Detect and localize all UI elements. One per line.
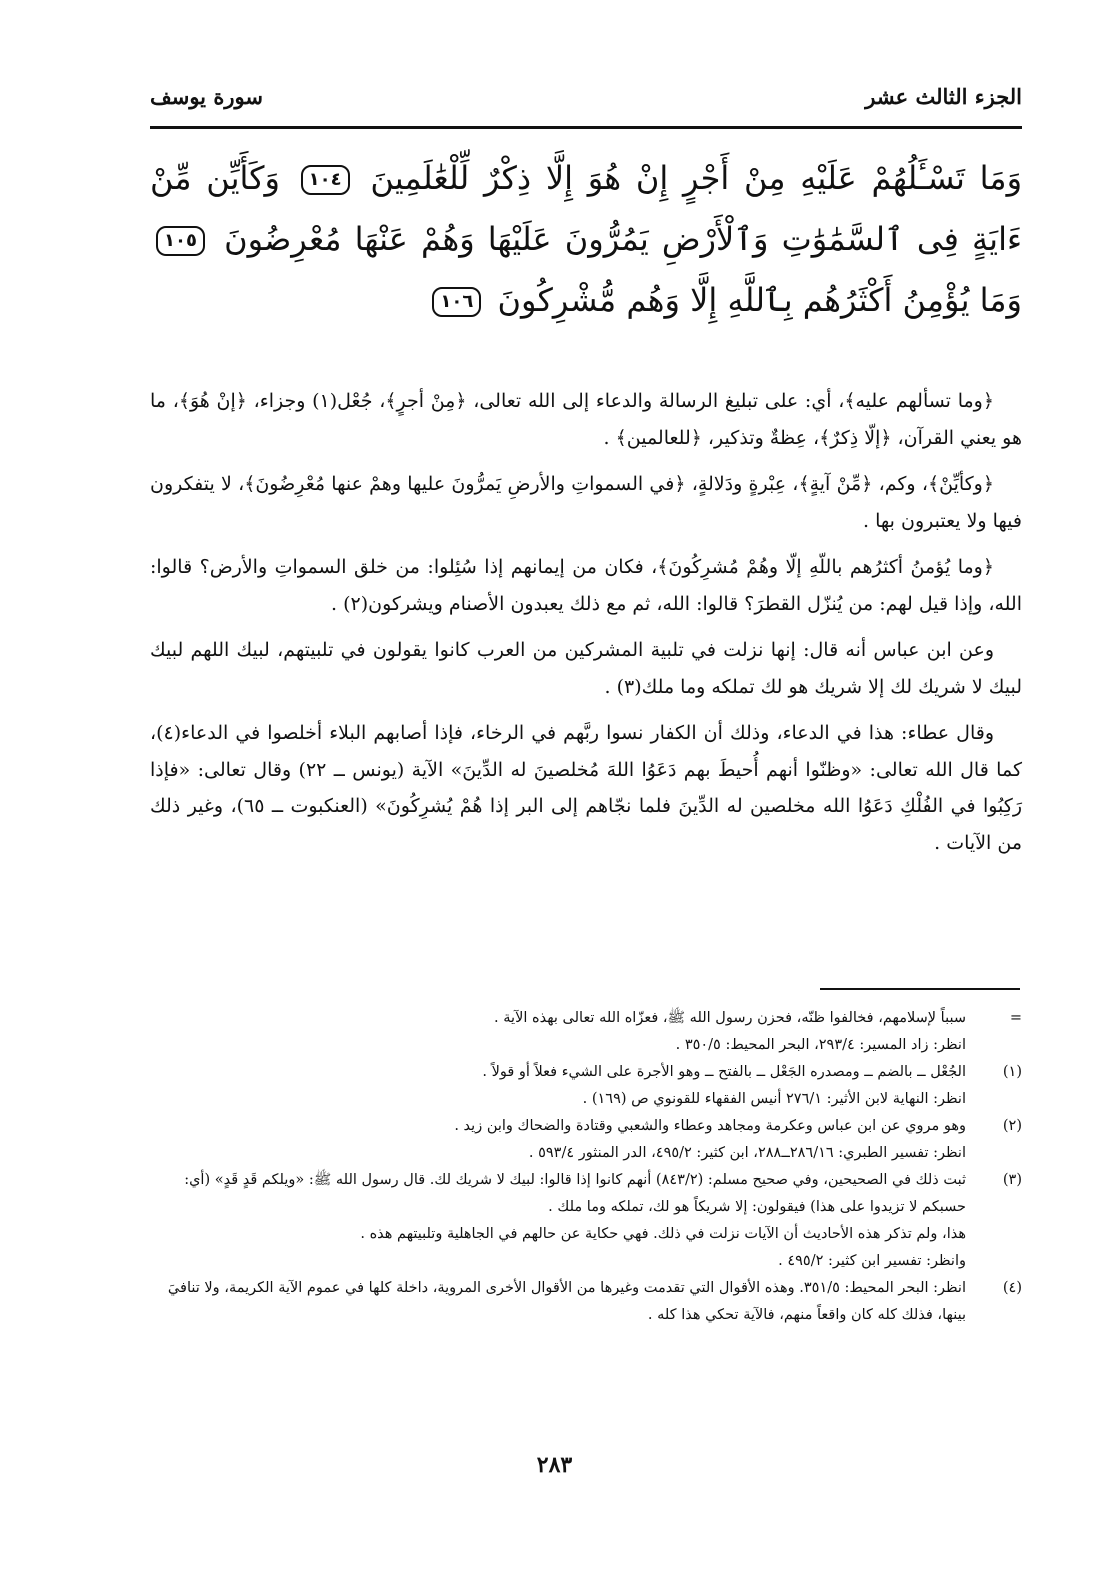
ayah-number-marker: ١٠٥ <box>156 226 205 256</box>
verse-text: وَكَأَيِّن مِّنْ ءَايَةٍ فِى ٱلسَّمَٰوَٰتِ وَٱلْأَرْضِ يَمُرُّونَ عَلَيْهَا وَهُمْ عَنْهَا مُعْرِضُونَ <box>150 159 1023 258</box>
ayah-number-marker: ١٠٦ <box>432 287 481 317</box>
footnote-line: سبباً لإسلامهم، فخالفوا ظنّه، فحزن رسول الله ﷺ، فعزّاه الله تعالى بهذه الآية . <box>494 1010 966 1026</box>
tafsir-body <box>150 383 1022 871</box>
tafsir-paragraph: ﴿وما تسألهم عليه﴾، أي: على تبليغ الرسالة والدعاء إلى الله تعالى، ﴿مِنْ أجرٍ﴾، جُعْل(١) وجزاء، ﴿إنْ هُوَ﴾، ما هو يعني القرآن، ﴿إلّا ذِكرٌ﴾، عِظةٌ وتذكير، ﴿للعالمين﴾ . <box>150 390 1022 449</box>
footnote-line: انظر: زاد المسير: ٢٩٣/٤، البحر المحيط: ٣٥٠/٥ . <box>675 1037 966 1053</box>
tafsir-paragraph: ﴿وكأيِّنْ﴾، وكم، ﴿مِّنْ آيةٍ﴾، عِبْرةٍ ودَلالةٍ، ﴿في السمواتِ والأرضِ يَمرُّونَ عليها وهمْ عنها مُعْرِضُونَ﴾، لا يتفكرون فيها ولا يعتبرون بها . <box>150 473 1022 532</box>
footnote-line: ثبت ذلك في الصحيحين، وفي صحيح مسلم: (٨٤٣/٢) أنهم كانوا إذا قالوا: لبيك لا شريك لك. قال رسول الله ﷺ: «ويلكم قَدٍ قَدٍ» (أي: حسبكم لا تزيدوا على هذا) فيقولون: إلا شريكاً هو لك، تملكه وما ملك . <box>184 1172 966 1215</box>
footnote-line: وهو مروي عن ابن عباس وعكرمة ومجاهد وعطاء والشعبي وقتادة والضحاك وابن زيد . <box>454 1118 966 1134</box>
footnote-item <box>150 1275 1022 1329</box>
footnote-line: انظر: البحر المحيط: ٣٥١/٥. وهذه الأقوال التي تقدمت وغيرها من الأقوال الأخرى المروية، داخلة كلها في عموم الآية الكريمة، ولا تنافيَ بينها، فذلك كله كان واقعاً منهم، فالآية تحكي هذا كله . <box>167 1280 966 1323</box>
page-header <box>150 84 1022 118</box>
footnote-number: (٣) <box>1002 1172 1022 1188</box>
footnote-number: (٤) <box>1002 1280 1022 1296</box>
footnote-item <box>150 1005 1022 1059</box>
surah-title: سورة يوسف <box>150 84 263 109</box>
footnote-line: انظر: تفسير الطبري: ٢٨٦/١٦ــ٢٨٨، ابن كثير: ٤٩٥/٢، الدر المنثور ٥٩٣/٤ . <box>528 1145 966 1161</box>
tafsir-paragraph: وعن ابن عباس أنه قال: إنها نزلت في تلبية المشركين من العرب كانوا يقولون في تلبيتهم، لبيك اللهم لبيك لبيك لا شريك لك إلا شريك هو لك تملكه وما ملك(٣) . <box>150 639 1022 698</box>
verse-text: وَمَا يُؤْمِنُ أَكْثَرُهُم بِٱللَّهِ إِلَّا وَهُم مُّشْرِكُونَ <box>497 281 1022 319</box>
footnote-item <box>150 1059 1022 1113</box>
part-title: الجزء الثالث عشر <box>865 84 1022 109</box>
tafsir-paragraph: وقال عطاء: هذا في الدعاء، وذلك أن الكفار نسوا ربَّهم في الرخاء، فإذا أصابهم البلاء أخلصوا في الدعاء(٤)، كما قال الله تعالى: «وظنّوا أنهم أُحيطَ بهم دَعَوُا اللهَ مُخلصينَ له الدِّينَ» الآية (يونس ــ ٢٢) وقال تعالى: «فإذا رَكِبُوا في الفُلْكِ دَعَوُا الله مخلصين له الدِّينَ فلما نجّاهم إلى البر إذا هُمْ يُشرِكُونَ» (العنكبوت ــ ٦٥)، وغير ذلك من الآيات . <box>150 722 1023 854</box>
quran-verses <box>150 148 1022 331</box>
footnote-separator <box>820 988 1020 990</box>
footnote-line: الجُعْل ــ بالضم ــ ومصدره الجَعْل ــ بالفتح ــ وهو الأجرة على الشيء فعلاً أو قولاً . <box>482 1064 966 1080</box>
footnotes <box>150 1005 1022 1329</box>
tafsir-paragraph: ﴿وما يُؤمنُ أكثرُهم باللّهِ إلّا وهُمْ مُشرِكُونَ﴾، فكان من إيمانهم إذا سُئِلوا: من خلق السمواتِ والأرض؟ قالوا: الله، وإذا قيل لهم: من يُنزّل القطرَ؟ قالوا: الله، ثم مع ذلك يعبدون الأصنام ويشركون(٢) . <box>150 556 1022 615</box>
ayah-number-marker: ١٠٤ <box>301 165 350 195</box>
header-rule <box>150 126 1022 129</box>
footnote-line: وانظر: تفسير ابن كثير: ٤٩٥/٢ . <box>778 1253 966 1269</box>
footnote-number: (١) <box>1002 1064 1022 1080</box>
footnote-line: هذا، ولم تذكر هذه الأحاديث أن الآيات نزلت في ذلك. فهي حكاية عن حالهم في الجاهلية وتلبيتهم هذه . <box>360 1226 966 1242</box>
verse-text: وَمَا تَسْـَٔلُهُمْ عَلَيْهِ مِنْ أَجْرٍ إِنْ هُوَ إِلَّا ذِكْرٌ لِّلْعَٰلَمِينَ <box>370 159 1023 197</box>
footnote-item <box>150 1113 1022 1167</box>
footnote-number: (٢) <box>1002 1118 1022 1134</box>
page-number: ٢٨٣ <box>536 1452 573 1478</box>
footnote-item <box>150 1167 1022 1275</box>
footnote-number: = <box>1009 1010 1022 1026</box>
footnote-line: انظر: النهاية لابن الأثير: ٢٧٦/١ أنيس الفقهاء للقونوي ص (١٦٩) . <box>582 1091 966 1107</box>
